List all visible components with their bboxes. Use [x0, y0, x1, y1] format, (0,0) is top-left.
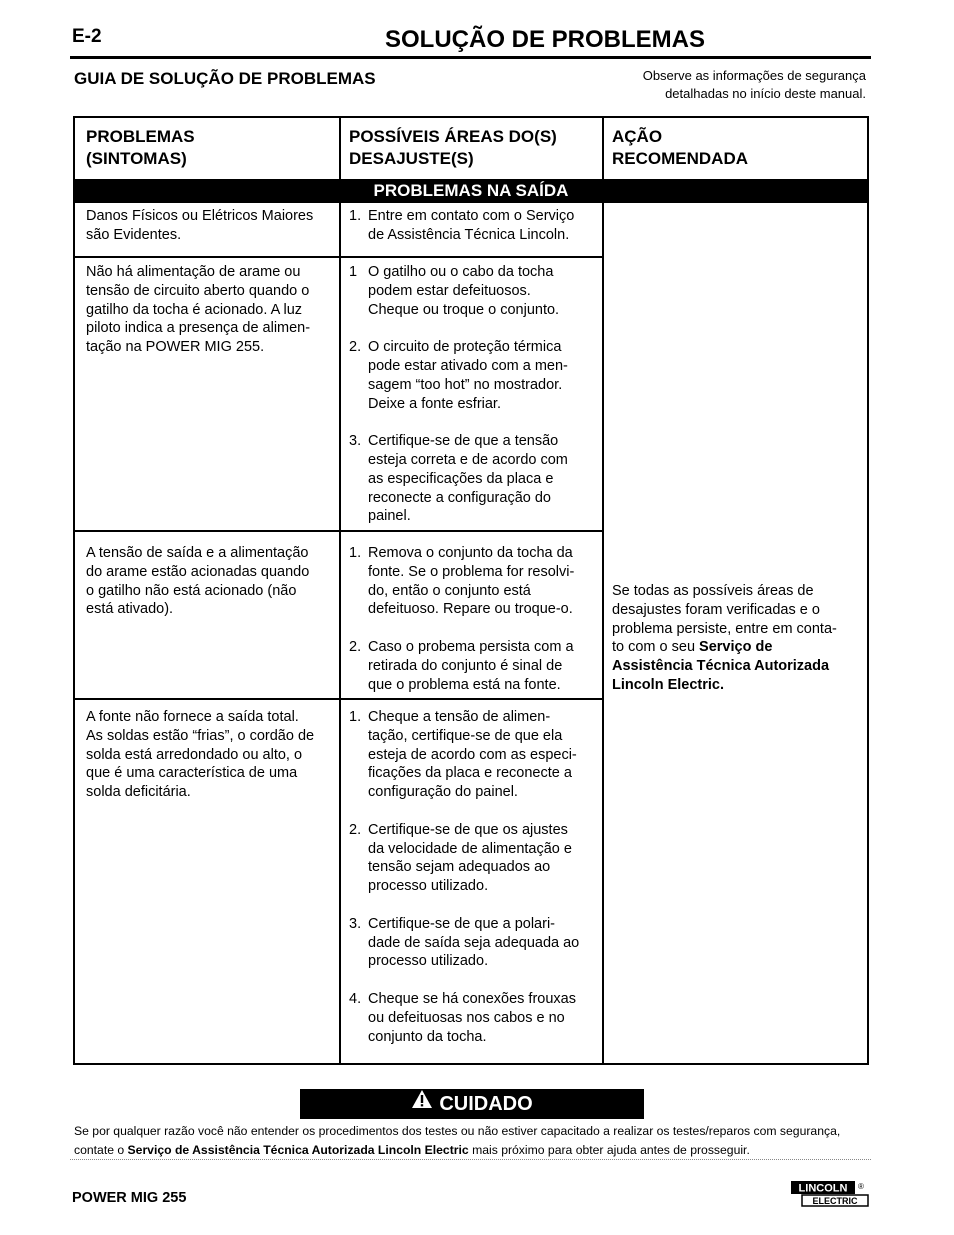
- cause-line: esteja correta e de acordo com: [368, 451, 568, 468]
- cause-line: esteja de acordo com as especi-: [368, 746, 577, 763]
- cause-line: que o problema está na fonte.: [368, 676, 561, 693]
- header-causes: [349, 126, 557, 170]
- problem-line: Danos Físicos ou Elétricos Maiores: [86, 208, 314, 224]
- cause-number: 4.: [349, 990, 362, 1007]
- cause-line: da velocidade de alimentação e: [368, 840, 572, 857]
- cause-line: retirada do conjunto é sinal de: [368, 657, 563, 674]
- action-line: Se todas as possíveis áreas de: [612, 583, 814, 599]
- cause-item: [349, 263, 599, 319]
- cause-line: fonte. Se o problema for resolvi-: [368, 563, 575, 580]
- cause-line: dade de saída seja adequada ao: [368, 934, 580, 951]
- header-line: DESAJUSTE(S): [349, 149, 474, 168]
- cause-line: sagem “too hot” no mostrador.: [368, 376, 563, 393]
- cause-line: Entre em contato com o Serviço: [368, 208, 575, 224]
- action-text-bold: Serviço de: [699, 639, 773, 656]
- cause-line: conjunto da tocha.: [368, 1028, 487, 1045]
- problem-line: são Evidentes.: [86, 226, 182, 243]
- caution-text-bold: Serviço de Assistência Técnica Autorizada Lincoln Electric: [127, 1142, 469, 1157]
- action-line: problema persiste, entre em conta-: [612, 620, 837, 637]
- cause-number: 3.: [349, 915, 362, 932]
- action-line: desajustes foram verificadas e o: [612, 601, 820, 618]
- problem-line: do arame estão acionadas quando: [86, 563, 310, 580]
- causes-cell: [349, 544, 599, 694]
- cause-number: 1: [349, 264, 358, 280]
- cause-line: ficações da placa e reconecte a: [368, 765, 572, 782]
- header-line: POSSÍVEIS ÁREAS DO(S): [349, 127, 557, 146]
- cause-line: do, então o conjunto está: [368, 582, 531, 599]
- problem-cell: [86, 708, 336, 802]
- cause-number: 1.: [349, 545, 362, 561]
- caution-text-part: mais próximo para obter ajuda antes de prosseguir.: [468, 1142, 750, 1157]
- cause-number: 2.: [349, 821, 362, 838]
- header-problems: [86, 126, 195, 170]
- header-line: AÇÃO: [612, 127, 663, 146]
- cause-line: as especificações da placa e: [368, 470, 554, 487]
- logo-registered: ®: [858, 1182, 864, 1191]
- problem-line: que é uma característica de uma: [86, 765, 298, 782]
- cause-line: O circuito de proteção térmica: [368, 339, 562, 356]
- causes-cell: [349, 207, 599, 245]
- problem-line: tensão de circuito aberto quando o: [86, 282, 310, 299]
- action-text-bold: Lincoln Electric.: [612, 676, 724, 693]
- cause-line: processo utilizado.: [368, 878, 489, 895]
- problem-line: está ativado).: [86, 601, 174, 618]
- action-text-bold: Assistência Técnica Autorizada: [612, 658, 830, 675]
- cause-item: [349, 338, 599, 413]
- header-line: RECOMENDADA: [612, 149, 748, 168]
- causes-cell: [349, 708, 599, 1046]
- caution-text-part: contate o: [74, 1142, 128, 1157]
- cause-item: [349, 544, 599, 619]
- cause-item: [349, 432, 599, 526]
- cause-line: ou defeituosas nos cabos e no: [368, 1009, 565, 1026]
- problem-line: As soldas estão “frias”, o cordão de: [86, 727, 315, 744]
- footer-divider: [70, 1159, 871, 1160]
- lincoln-electric-logo: [790, 1180, 870, 1208]
- problem-line: Não há alimentação de arame ou: [86, 264, 301, 280]
- caution-text-line: Se por qualquer razão você não entender os procedimentos dos testes ou não estiver capacitado a realizar os testes/reparos com segurança,: [74, 1124, 841, 1138]
- action-cell: [612, 582, 862, 695]
- cause-line: tação, certifique-se de que ela: [368, 727, 563, 744]
- problem-line: piloto indica a presença de alimen-: [86, 320, 311, 337]
- problem-line: A tensão de saída e a alimentação: [86, 545, 309, 561]
- caution-text-line: [74, 1141, 894, 1160]
- cause-number: 3.: [349, 433, 362, 450]
- cause-line: defeituoso. Repare ou troque-o.: [368, 601, 573, 618]
- action-text: to com o seu: [612, 639, 700, 656]
- logo-top-text: LINCOLN: [798, 1182, 848, 1195]
- problem-line: o gatilho não está acionado (não: [86, 582, 297, 599]
- cause-line: Certifique-se de que a polari-: [368, 915, 555, 932]
- cause-line: de Assistência Técnica Lincoln.: [368, 226, 570, 243]
- cause-line: Remova o conjunto da tocha da: [368, 545, 573, 561]
- caution-banner: [300, 1089, 644, 1119]
- cause-line: reconecte a configuração do: [368, 489, 551, 506]
- action-line: [612, 638, 862, 657]
- column-divider: [339, 118, 341, 1063]
- causes-cell: [349, 263, 599, 526]
- cause-line: Cheque a tensão de alimen-: [368, 709, 551, 725]
- caution-text: [74, 1122, 894, 1159]
- safety-note-line: detalhadas no início deste manual.: [665, 86, 866, 101]
- safety-note: [643, 67, 866, 103]
- cause-line: painel.: [368, 508, 411, 525]
- cause-line: Certifique-se de que a tensão: [368, 433, 559, 450]
- cause-line: Deixe a fonte esfriar.: [368, 395, 501, 412]
- cause-item: [349, 708, 599, 802]
- cause-item: [349, 990, 599, 1046]
- cause-line: Certifique-se de que os ajustes: [368, 821, 568, 838]
- problem-line: gatilho da tocha é acionado. A luz: [86, 301, 303, 318]
- cause-line: pode estar ativado com a men-: [368, 357, 568, 374]
- footer-model: POWER MIG 255: [72, 1190, 187, 1206]
- problem-cell: [86, 263, 336, 357]
- warning-triangle-icon: [411, 1088, 433, 1118]
- logo-bottom-text: ELECTRIC: [812, 1196, 858, 1206]
- cause-line: Cheque ou troque o conjunto.: [368, 301, 560, 318]
- row-divider: [75, 698, 603, 700]
- problem-cell: [86, 207, 336, 245]
- header-line: (SINTOMAS): [86, 149, 187, 168]
- cause-item: [349, 638, 599, 694]
- cause-line: configuração do painel.: [368, 784, 518, 801]
- problem-line: solda deficitária.: [86, 784, 191, 801]
- header-line: PROBLEMAS: [86, 127, 195, 146]
- page-code: E-2: [72, 26, 102, 47]
- cause-line: Cheque se há conexões frouxas: [368, 990, 576, 1007]
- cause-line: O gatilho ou o cabo da tocha: [368, 264, 554, 280]
- cause-line: tensão sejam adequados ao: [368, 859, 551, 876]
- row-divider: [75, 530, 603, 532]
- troubleshooting-table: [73, 116, 869, 1065]
- action-line: [612, 657, 862, 676]
- problem-line: A fonte não fornece a saída total.: [86, 709, 299, 725]
- problem-line: tação na POWER MIG 255.: [86, 339, 265, 356]
- cause-number: 2.: [349, 638, 362, 655]
- cause-number: 2.: [349, 339, 362, 356]
- cause-line: podem estar defeituosos.: [368, 282, 531, 299]
- action-line: [612, 676, 862, 695]
- cause-item: [349, 915, 599, 971]
- cause-number: 1.: [349, 208, 362, 224]
- guide-title: GUIA DE SOLUÇÃO DE PROBLEMAS: [74, 69, 376, 88]
- safety-note-line: Observe as informações de segurança: [642, 68, 866, 83]
- cause-line: processo utilizado.: [368, 953, 489, 970]
- problem-cell: [86, 544, 336, 619]
- caution-label: CUIDADO: [439, 1093, 533, 1115]
- page-title-text: SOLUÇÃO DE PROBLEMAS: [384, 26, 705, 53]
- cause-item: [349, 207, 599, 245]
- row-divider: [75, 256, 603, 258]
- problem-line: solda está arredondado ou alto, o: [86, 746, 303, 763]
- cause-line: Caso o probema persista com a: [368, 638, 574, 655]
- cause-number: 1.: [349, 709, 362, 725]
- cause-item: [349, 821, 599, 896]
- title-rule: [70, 56, 871, 59]
- page-title: [0, 26, 940, 54]
- section-band: PROBLEMAS NA SAÍDA: [75, 179, 867, 203]
- column-divider: [602, 118, 604, 1063]
- header-action: [612, 126, 748, 170]
